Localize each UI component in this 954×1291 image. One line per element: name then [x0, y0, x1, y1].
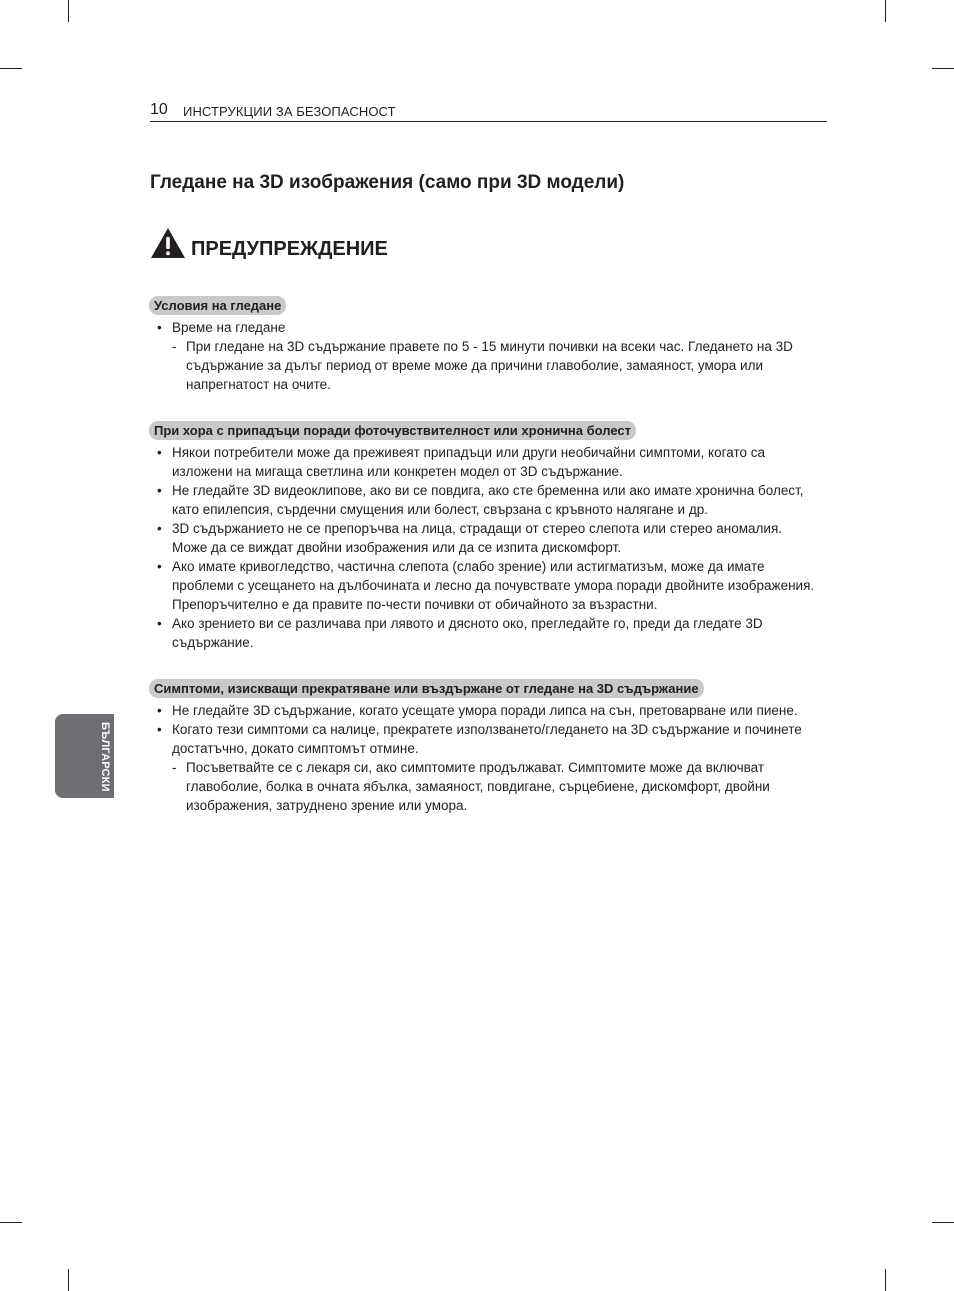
crop-mark: [885, 0, 886, 22]
subsection-heading: При хора с припадъци поради фоточувствителност или хронична болест: [149, 421, 636, 440]
crop-mark: [932, 68, 954, 69]
list-item: • Някои потребители може да преживеят припадъци или други необичайни симптоми, когато са изложени на мигаща светлина или конкретен модел от 3D съдържание.: [150, 443, 820, 481]
list-subitem: - При гледане на 3D съдържание правете по 5 - 15 минути почивки на всеки час. Гледането на 3D съдържание за дълъг период от време може да причини главоболие, замаяност, умора или напрегнатост на очите.: [150, 337, 820, 394]
language-label: БЪЛГАРСКИ: [99, 722, 111, 792]
subsection-heading: Условия на гледане: [149, 296, 286, 315]
list-item: • Не гледайте 3D видеоклипове, ако ви се повдига, ако сте бременна или ако имате хронична болест, като епилепсия, сърдечни смущения или болест, свързана с кръвното налягане и др.: [150, 481, 820, 519]
warning-triangle-icon: [150, 227, 186, 259]
list-item: • Ако имате кривогледство, частична слепота (слабо зрение) или астигматизъм, може да имате проблеми с усещането на дълбочината и лесно да почувствате умора поради двойните изображения. Препоръчително е да правите по-чести почивки от обичайното за възрастни.: [150, 557, 820, 614]
subsection-heading: Симптоми, изискващи прекратяване или въздържане от гледане на 3D съдържание: [149, 679, 704, 698]
crop-mark: [68, 1269, 69, 1291]
page-number: 10: [150, 101, 168, 118]
crop-mark: [885, 1269, 886, 1291]
list-item: • Когато тези симптоми са налице, прекратете използването/гледането на 3D съдържание и починете достатъчно, докато симптомът отмине.: [150, 720, 820, 758]
crop-mark: [68, 0, 69, 22]
crop-mark: [932, 1222, 954, 1223]
list-item: • 3D съдържанието не се препоръчва на лица, страдащи от стерео слепота или стерео аномалия. Може да се виждат двойни изображения или да се изпита дискомфорт.: [150, 519, 820, 557]
language-side-tab: [55, 714, 114, 798]
subsection-list: [150, 701, 820, 815]
page-header: [150, 101, 827, 122]
crop-mark: [0, 1222, 22, 1223]
list-item: • Не гледайте 3D съдържание, когато усещате умора поради липса на сън, претоварване или пиене.: [150, 701, 820, 720]
subsection-list: [150, 318, 820, 394]
warning-label: ПРЕДУПРЕЖДЕНИЕ: [191, 238, 388, 260]
section-title: Гледане на 3D изображения (само при 3D модели): [150, 172, 625, 193]
list-item: • Ако зрението ви се различава при лявото и дясното око, прегледайте го, преди да гледате 3D съдържание.: [150, 614, 820, 652]
list-subitem: - Посъветвайте се с лекаря си, ако симптомите продължават. Симптомите може да включват главоболие, болка в очната ябълка, замаяност, повдигане, сърцебиене, дискомфорт, двойни изображения, затруднено зрение или умора.: [150, 758, 820, 815]
running-title: ИНСТРУКЦИИ ЗА БЕЗОПАСНОСТ: [183, 104, 396, 119]
subsection-list: [150, 443, 820, 652]
crop-mark: [0, 68, 22, 69]
list-item: • Време на гледане: [150, 318, 820, 337]
